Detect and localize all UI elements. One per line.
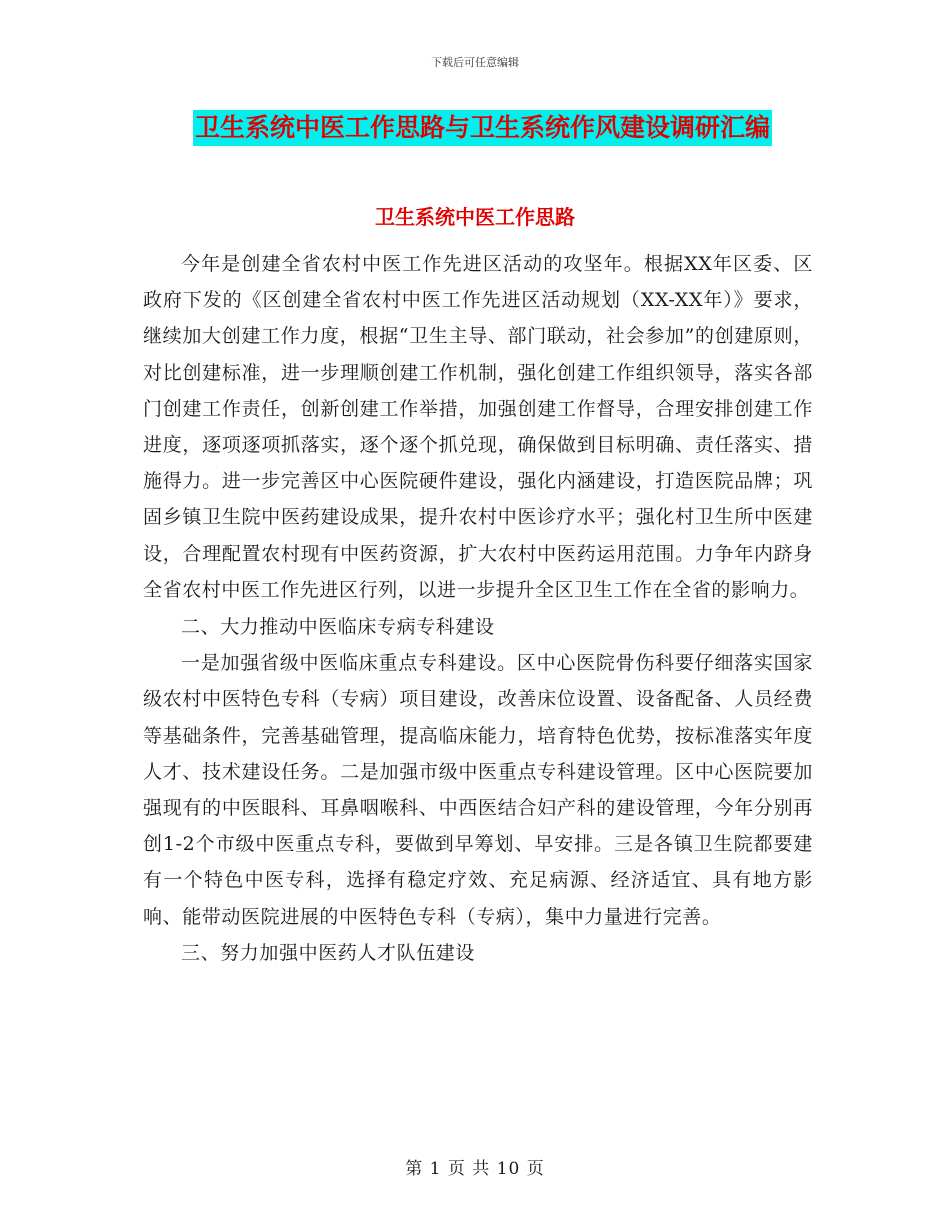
main-title: 卫生系统中医工作思路与卫生系统作风建设调研汇编 — [193, 110, 772, 146]
page-footer: 第 1 页 共 10 页 — [405, 1159, 545, 1179]
paragraph-section-2: 一是加强省级中医临床重点专科建设。区中心医院骨伤科要仔细落实国家级农村中医特色专科（专病）项目建设，改善床位设置、设备配备、人员经费等基础条件，完善基础管理，提高临床能力，培育特色优势，按标准落实年度人才、技术建设任务。二是加强市级中医重点专科建设管理。区中心医院要加强现有的中医眼科、耳鼻咽喉科、中西医结合妇产科的建设管理，今年分别再创1-2个市级中医重点专科，要做到早筹划、早安排。三是各镇卫生院都要建有一个特色中医专科，选择有稳定疗效、充足病源、经济适宜、具有地方影响、能带动医院进展的中医特色专科（专病），集中力量进行完善。 — [143, 652, 813, 928]
header-note: 下载后可任意编辑 — [431, 56, 519, 69]
paragraph-intro: 今年是创建全省农村中医工作先进区活动的攻坚年。根据XX年区委、区政府下发的《区创建全省农村中医工作先进区活动规划（XX-XX年）》要求，继续加大创建工作力度，根据“卫生主导、部门联动，社会参加”的创建原则，对比创建标准，进一步理顺创建工作机制，强化创建工作组织领导，落实各部门创建工作责任，创新创建工作举措，加强创建工作督导，合理安排创建工作进度，逐项逐项抓落实，逐个逐个抓兑现，确保做到目标明确、责任落实、措施得力。进一步完善区中心医院硬件建设，强化内涵建设，打造医院品牌；巩固乡镇卫生院中医药建设成果，提升农村中医诊疗水平；强化村卫生所中医建设，合理配置农村现有中医药资源，扩大农村中医药运用范围。力争年内跻身全省农村中医工作先进区行列，以进一步提升全区卫生工作在全省的影响力。 — [143, 253, 813, 601]
body-content — [143, 246, 813, 972]
section-title: 卫生系统中医工作思路 — [375, 205, 575, 229]
heading-section-2: 二、大力推动中医临床专病专科建设 — [181, 615, 495, 638]
heading-section-3: 三、努力加强中医药人才队伍建设 — [181, 942, 476, 965]
main-title-container — [193, 110, 772, 146]
